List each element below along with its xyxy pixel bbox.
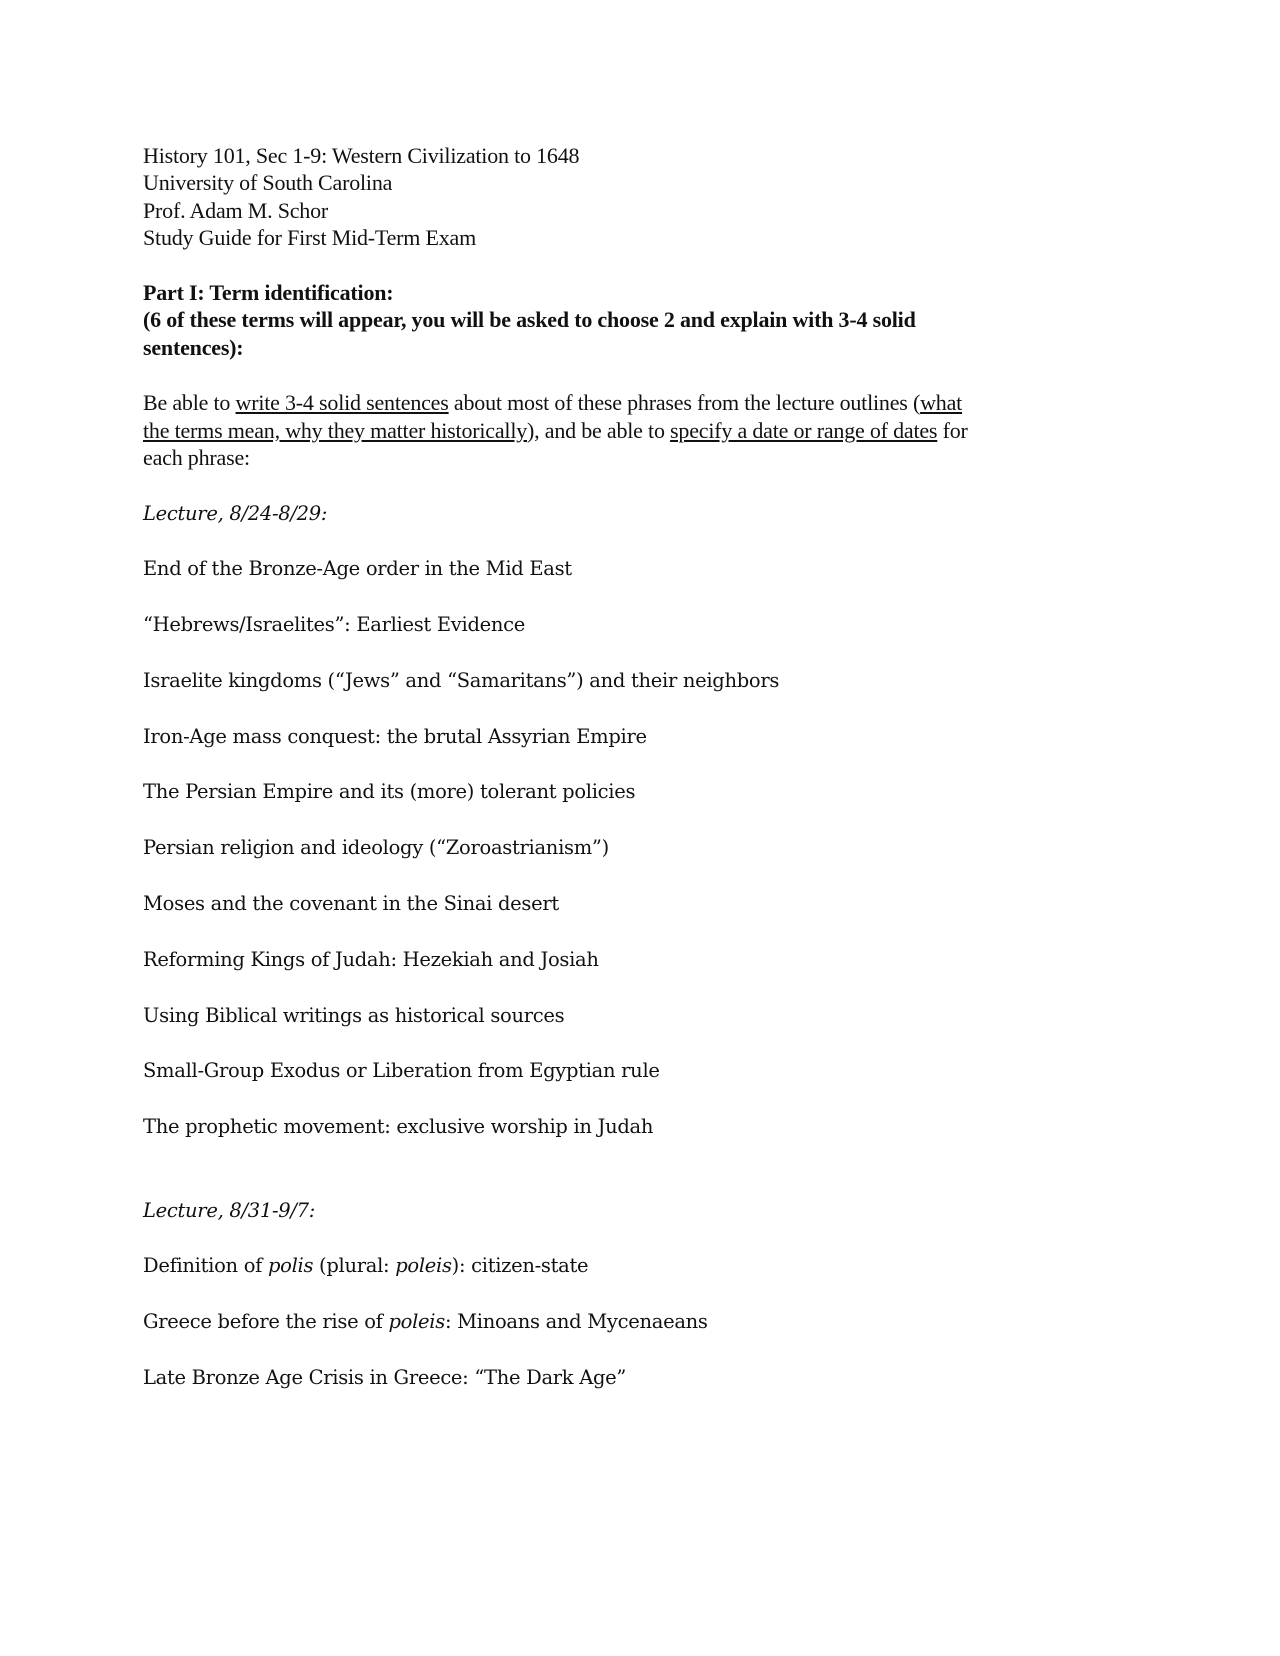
term-item: End of the Bronze-Age order in the Mid East <box>143 557 572 580</box>
part1-subtitle-cont: sentences): <box>143 335 244 360</box>
text: about most of these phrases from the lecture outlines ( <box>448 390 921 415</box>
italic-text: poleis <box>388 1310 445 1333</box>
term-item: Iron-Age mass conquest: the brutal Assyrian Empire <box>143 725 647 748</box>
part1-subtitle: (6 of these terms will appear, you will be asked to choose 2 and explain with 3-4 solid <box>143 307 916 332</box>
term-item <box>143 1252 588 1280</box>
term-item: Israelite kingdoms (“Jews” and “Samaritans”) and their neighbors <box>143 669 780 692</box>
term-item <box>143 1308 708 1336</box>
university: University of South Carolina <box>143 170 393 195</box>
instructions-line2 <box>143 417 968 445</box>
instructions-line3: each phrase: <box>143 445 250 470</box>
text: ): citizen-state <box>451 1254 589 1277</box>
term-item: The Persian Empire and its (more) tolerant policies <box>143 780 636 803</box>
italic-text: polis <box>267 1254 314 1277</box>
professor: Prof. Adam M. Schor <box>143 198 329 223</box>
text: ), and be able to <box>527 418 671 443</box>
underlined-text: specify a date or range of dates <box>670 418 938 443</box>
term-item: Small-Group Exodus or Liberation from Egyptian rule <box>143 1059 660 1082</box>
term-item: Late Bronze Age Crisis in Greece: “The Dark Age” <box>143 1366 627 1389</box>
lecture2-heading: Lecture, 8/31-9/7: <box>143 1199 315 1222</box>
underlined-text: the terms mean, why they matter historically <box>143 418 528 443</box>
text: Definition of <box>143 1254 268 1277</box>
term-item: “Hebrews/Israelites”: Earliest Evidence <box>143 613 525 636</box>
instructions-line1 <box>143 389 962 417</box>
term-item: Persian religion and ideology (“Zoroastrianism”) <box>143 836 609 859</box>
lecture1-heading: Lecture, 8/24-8/29: <box>143 502 328 525</box>
term-item: The prophetic movement: exclusive worship in Judah <box>143 1115 654 1138</box>
text: for <box>937 418 968 443</box>
document-title: Study Guide for First Mid-Term Exam <box>143 225 477 250</box>
course-title: History 101, Sec 1-9: Western Civilization to 1648 <box>143 143 580 168</box>
term-item: Reforming Kings of Judah: Hezekiah and Josiah <box>143 948 599 971</box>
term-item: Moses and the covenant in the Sinai desert <box>143 892 559 915</box>
text: Be able to <box>143 390 236 415</box>
text: : Minoans and Mycenaeans <box>444 1310 708 1333</box>
term-item: Using Biblical writings as historical sources <box>143 1004 565 1027</box>
italic-text: poleis <box>395 1254 452 1277</box>
part1-title: Part I: Term identification: <box>143 280 394 305</box>
underlined-text: write 3-4 solid sentences <box>235 390 449 415</box>
underlined-text: what <box>920 390 963 415</box>
text: (plural: <box>313 1254 396 1277</box>
text: Greece before the rise of <box>143 1310 389 1333</box>
